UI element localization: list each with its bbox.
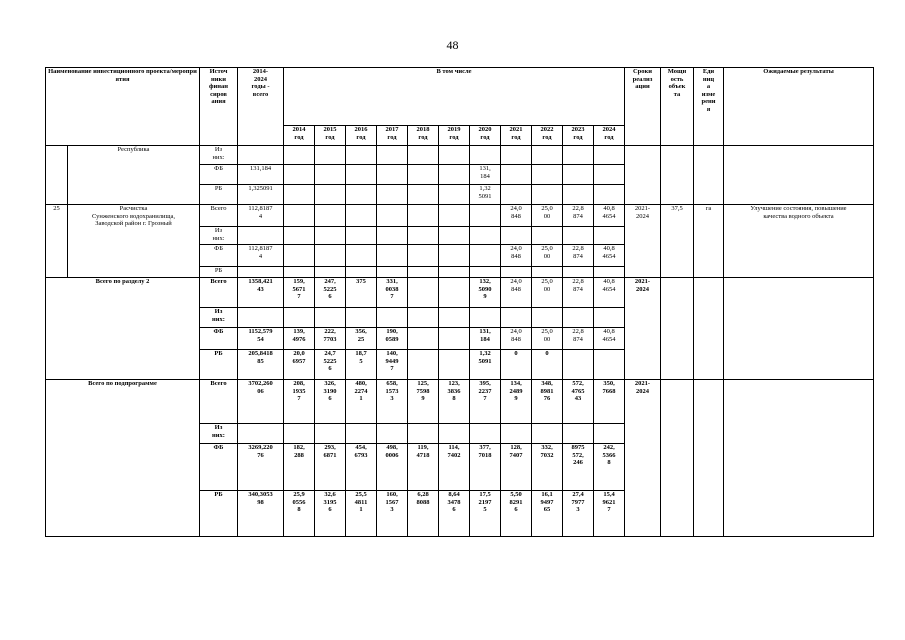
- year-cell: 17,5 2197 5: [470, 491, 501, 537]
- year-cell: [408, 185, 439, 205]
- source-cell: РБ: [200, 185, 238, 205]
- year-cell: [284, 227, 315, 245]
- total-cell: 1,325091: [238, 185, 284, 205]
- year-cell: [532, 165, 563, 185]
- total-cell: 1152,579 54: [238, 328, 284, 350]
- period-cell: 2021- 2024: [625, 278, 661, 380]
- year-cell: [594, 165, 625, 185]
- year-cell: 8975 572, 246: [563, 444, 594, 491]
- year-cell: [408, 350, 439, 380]
- year-cell: 498, 0006: [377, 444, 408, 491]
- year-cell: [346, 185, 377, 205]
- header-row-1: [46, 68, 874, 126]
- header-year: 2022 год: [532, 126, 563, 146]
- unit-cell: [694, 380, 724, 537]
- year-cell: [408, 278, 439, 308]
- header-capacity: Мощн ость объек та: [661, 68, 694, 146]
- source-cell: ФБ: [200, 328, 238, 350]
- year-cell: [532, 146, 563, 165]
- header-year: 2021 год: [501, 126, 532, 146]
- year-cell: [377, 308, 408, 328]
- total-cell: 205,8418 85: [238, 350, 284, 380]
- year-cell: 40,8 4654: [594, 278, 625, 308]
- year-cell: [501, 308, 532, 328]
- source-cell: Из них:: [200, 424, 238, 444]
- year-cell: [315, 245, 346, 267]
- year-cell: 40,8 4654: [594, 328, 625, 350]
- total-cell: [238, 227, 284, 245]
- period-cell: 2021- 2024: [625, 380, 661, 537]
- header-year: 2020 год: [470, 126, 501, 146]
- year-cell: [563, 227, 594, 245]
- year-cell: 134, 2489 9: [501, 380, 532, 424]
- year-cell: [315, 185, 346, 205]
- year-cell: 395, 2237 7: [470, 380, 501, 424]
- year-cell: [439, 205, 470, 227]
- num-cell: [46, 146, 68, 205]
- year-cell: 190, 0589: [377, 328, 408, 350]
- header-name: Наименование инвестиционного проекта/мероприятия: [46, 68, 200, 146]
- year-cell: [532, 424, 563, 444]
- year-cell: [315, 267, 346, 278]
- year-cell: 242, 5366 8: [594, 444, 625, 491]
- year-cell: 22,8 874: [563, 328, 594, 350]
- year-cell: 25,0 00: [532, 278, 563, 308]
- year-cell: 125, 7598 9: [408, 380, 439, 424]
- year-cell: [563, 165, 594, 185]
- year-cell: [315, 146, 346, 165]
- year-cell: [532, 308, 563, 328]
- year-cell: [501, 267, 532, 278]
- capacity-cell: [661, 278, 694, 380]
- header-year: 2017 год: [377, 126, 408, 146]
- year-cell: 160, 1567 3: [377, 491, 408, 537]
- source-cell: Всего: [200, 380, 238, 424]
- year-cell: 15,4 9621 7: [594, 491, 625, 537]
- total-cell: 1358,421 43: [238, 278, 284, 308]
- source-cell: РБ: [200, 267, 238, 278]
- year-cell: [284, 146, 315, 165]
- total-cell: [238, 308, 284, 328]
- total-cell: [238, 424, 284, 444]
- header-year: 2019 год: [439, 126, 470, 146]
- header-period: Сроки реализ ации: [625, 68, 661, 146]
- year-cell: [346, 245, 377, 267]
- year-cell: [284, 424, 315, 444]
- year-cell: [532, 267, 563, 278]
- source-cell: ФБ: [200, 444, 238, 491]
- year-cell: [346, 308, 377, 328]
- year-cell: [532, 185, 563, 205]
- year-cell: [346, 424, 377, 444]
- table-row: [46, 380, 874, 424]
- year-cell: [594, 308, 625, 328]
- capacity-cell: 37,5: [661, 205, 694, 278]
- year-cell: 25,5 4811 1: [346, 491, 377, 537]
- header-year: 2015 год: [315, 126, 346, 146]
- header-year: 2024 год: [594, 126, 625, 146]
- year-cell: 0: [501, 350, 532, 380]
- row-number: 25: [46, 205, 68, 278]
- year-cell: 356, 25: [346, 328, 377, 350]
- year-cell: 377, 7018: [470, 444, 501, 491]
- year-cell: 22,8 874: [563, 205, 594, 227]
- header-results: Ожидаемые результаты: [724, 68, 874, 146]
- year-cell: 331, 0038 7: [377, 278, 408, 308]
- investment-table: [45, 67, 874, 537]
- period-cell: [625, 146, 661, 205]
- table-row: [46, 146, 874, 165]
- year-cell: 40,8 4654: [594, 245, 625, 267]
- year-cell: [377, 267, 408, 278]
- year-cell: 139, 4976: [284, 328, 315, 350]
- project-name: Республика: [68, 146, 200, 205]
- year-cell: 27,4 7977 3: [563, 491, 594, 537]
- source-cell: РБ: [200, 491, 238, 537]
- year-cell: [315, 424, 346, 444]
- year-cell: [377, 245, 408, 267]
- year-cell: [284, 205, 315, 227]
- year-cell: [408, 424, 439, 444]
- year-cell: [439, 227, 470, 245]
- year-cell: 24,0 848: [501, 245, 532, 267]
- year-cell: [594, 267, 625, 278]
- year-cell: [408, 308, 439, 328]
- year-cell: 132, 5090 9: [470, 278, 501, 308]
- year-cell: [594, 227, 625, 245]
- year-cell: 16,1 9497 65: [532, 491, 563, 537]
- capacity-cell: [661, 146, 694, 205]
- year-cell: 22,8 874: [563, 278, 594, 308]
- year-cell: [563, 308, 594, 328]
- year-cell: 326, 3190 6: [315, 380, 346, 424]
- total-cell: [238, 267, 284, 278]
- year-cell: 131, 184: [470, 328, 501, 350]
- header-total: 2014- 2024 годы - всего: [238, 68, 284, 146]
- results-cell: Улучшение состояния, повышение качества водного объекта: [724, 205, 874, 278]
- year-cell: [594, 424, 625, 444]
- source-cell: РБ: [200, 350, 238, 380]
- year-cell: [501, 185, 532, 205]
- year-cell: [315, 308, 346, 328]
- year-cell: [439, 146, 470, 165]
- year-cell: 0: [532, 350, 563, 380]
- source-cell: Из них:: [200, 146, 238, 165]
- year-cell: 8,64 3478 6: [439, 491, 470, 537]
- year-cell: [470, 245, 501, 267]
- source-cell: Из них:: [200, 308, 238, 328]
- year-cell: [594, 185, 625, 205]
- unit-cell: [694, 278, 724, 380]
- year-cell: 25,0 00: [532, 328, 563, 350]
- year-cell: [563, 350, 594, 380]
- year-cell: [594, 350, 625, 380]
- total-cell: 3269,220 76: [238, 444, 284, 491]
- section-total-name: Всего по разделу 2: [46, 278, 200, 380]
- year-cell: [470, 267, 501, 278]
- year-cell: [315, 227, 346, 245]
- year-cell: 25,9 0556 8: [284, 491, 315, 537]
- header-source: Источ ники финан сиров ания: [200, 68, 238, 146]
- year-cell: [377, 227, 408, 245]
- project-name: Расчистка Сунженского водохранилища, Заводской район г. Грозный: [68, 205, 200, 278]
- header-year: 2018 год: [408, 126, 439, 146]
- year-cell: [563, 267, 594, 278]
- year-cell: [501, 227, 532, 245]
- header-in-total: В том числе: [284, 68, 625, 126]
- year-cell: [408, 165, 439, 185]
- year-cell: 182, 288: [284, 444, 315, 491]
- year-cell: [439, 185, 470, 205]
- year-cell: [284, 245, 315, 267]
- year-cell: 40,8 4654: [594, 205, 625, 227]
- year-cell: 24,0 848: [501, 278, 532, 308]
- total-cell: 131,184: [238, 165, 284, 185]
- year-cell: 454, 6793: [346, 444, 377, 491]
- total-cell: 3702,260 06: [238, 380, 284, 424]
- header-year: 2023 год: [563, 126, 594, 146]
- header-unit: Еди ниц а изме рени я: [694, 68, 724, 146]
- year-cell: [408, 227, 439, 245]
- year-cell: 5,50 8291 6: [501, 491, 532, 537]
- year-cell: [501, 424, 532, 444]
- year-cell: 247, 5225 6: [315, 278, 346, 308]
- year-cell: [439, 350, 470, 380]
- results-cell: [724, 278, 874, 380]
- year-cell: 1,32 5091: [470, 185, 501, 205]
- total-cell: 340,3053 98: [238, 491, 284, 537]
- table-row: [46, 205, 874, 227]
- year-cell: 572, 4765 43: [563, 380, 594, 424]
- period-cell: 2021- 2024: [625, 205, 661, 278]
- source-cell: Всего: [200, 278, 238, 308]
- header-year: 2016 год: [346, 126, 377, 146]
- year-cell: [470, 308, 501, 328]
- year-cell: [408, 328, 439, 350]
- year-cell: 6,28 8088: [408, 491, 439, 537]
- year-cell: 114, 7402: [439, 444, 470, 491]
- year-cell: [377, 165, 408, 185]
- year-cell: 25,0 00: [532, 205, 563, 227]
- year-cell: [315, 165, 346, 185]
- year-cell: 1,32 5091: [470, 350, 501, 380]
- unit-cell: га: [694, 205, 724, 278]
- year-cell: 25,0 00: [532, 245, 563, 267]
- year-cell: 119, 4718: [408, 444, 439, 491]
- results-cell: [724, 380, 874, 537]
- year-cell: 332, 7032: [532, 444, 563, 491]
- year-cell: [346, 165, 377, 185]
- year-cell: [470, 146, 501, 165]
- year-cell: [346, 267, 377, 278]
- unit-cell: [694, 146, 724, 205]
- year-cell: [439, 328, 470, 350]
- capacity-cell: [661, 380, 694, 537]
- year-cell: 480, 2274 1: [346, 380, 377, 424]
- year-cell: [377, 185, 408, 205]
- year-cell: 18,7 5: [346, 350, 377, 380]
- year-cell: [284, 185, 315, 205]
- year-cell: [284, 308, 315, 328]
- year-cell: 159, 5671 7: [284, 278, 315, 308]
- year-cell: 375: [346, 278, 377, 308]
- year-cell: 24,0 848: [501, 205, 532, 227]
- source-cell: Из них:: [200, 227, 238, 245]
- header-year: 2014 год: [284, 126, 315, 146]
- year-cell: [346, 146, 377, 165]
- year-cell: [470, 227, 501, 245]
- year-cell: 293, 6871: [315, 444, 346, 491]
- year-cell: [439, 245, 470, 267]
- year-cell: [501, 165, 532, 185]
- year-cell: [594, 146, 625, 165]
- results-cell: [724, 146, 874, 205]
- year-cell: [439, 308, 470, 328]
- year-cell: 123, 3836 8: [439, 380, 470, 424]
- source-cell: Всего: [200, 205, 238, 227]
- year-cell: [346, 227, 377, 245]
- year-cell: 350, 7668: [594, 380, 625, 424]
- year-cell: [563, 424, 594, 444]
- subprogram-total-name: Всего по подпрограмме: [46, 380, 200, 537]
- year-cell: 22,8 874: [563, 245, 594, 267]
- year-cell: [439, 165, 470, 185]
- year-cell: [470, 205, 501, 227]
- year-cell: [408, 267, 439, 278]
- year-cell: 208, 1935 7: [284, 380, 315, 424]
- year-cell: [408, 146, 439, 165]
- year-cell: [439, 278, 470, 308]
- year-cell: [377, 146, 408, 165]
- total-cell: [238, 146, 284, 165]
- year-cell: [470, 424, 501, 444]
- year-cell: [501, 146, 532, 165]
- year-cell: 140, 9449 7: [377, 350, 408, 380]
- year-cell: [284, 165, 315, 185]
- year-cell: 348, 8981 76: [532, 380, 563, 424]
- year-cell: [377, 205, 408, 227]
- year-cell: 20,0 6957: [284, 350, 315, 380]
- year-cell: [439, 424, 470, 444]
- year-cell: [377, 424, 408, 444]
- year-cell: 24,0 848: [501, 328, 532, 350]
- page-number: 48: [446, 38, 459, 52]
- year-cell: [532, 227, 563, 245]
- total-cell: 112,8187 4: [238, 205, 284, 227]
- year-cell: [408, 245, 439, 267]
- source-cell: ФБ: [200, 245, 238, 267]
- total-cell: 112,8187 4: [238, 245, 284, 267]
- year-cell: [315, 205, 346, 227]
- source-cell: ФБ: [200, 165, 238, 185]
- table-row: [46, 278, 874, 308]
- year-cell: 32,6 3195 6: [315, 491, 346, 537]
- year-cell: 131, 184: [470, 165, 501, 185]
- year-cell: 222, 7703: [315, 328, 346, 350]
- year-cell: [439, 267, 470, 278]
- year-cell: [408, 205, 439, 227]
- year-cell: [563, 146, 594, 165]
- year-cell: 658, 1573 3: [377, 380, 408, 424]
- year-cell: [284, 267, 315, 278]
- year-cell: [563, 185, 594, 205]
- year-cell: 24,7 5225 6: [315, 350, 346, 380]
- year-cell: [346, 205, 377, 227]
- year-cell: 128, 7407: [501, 444, 532, 491]
